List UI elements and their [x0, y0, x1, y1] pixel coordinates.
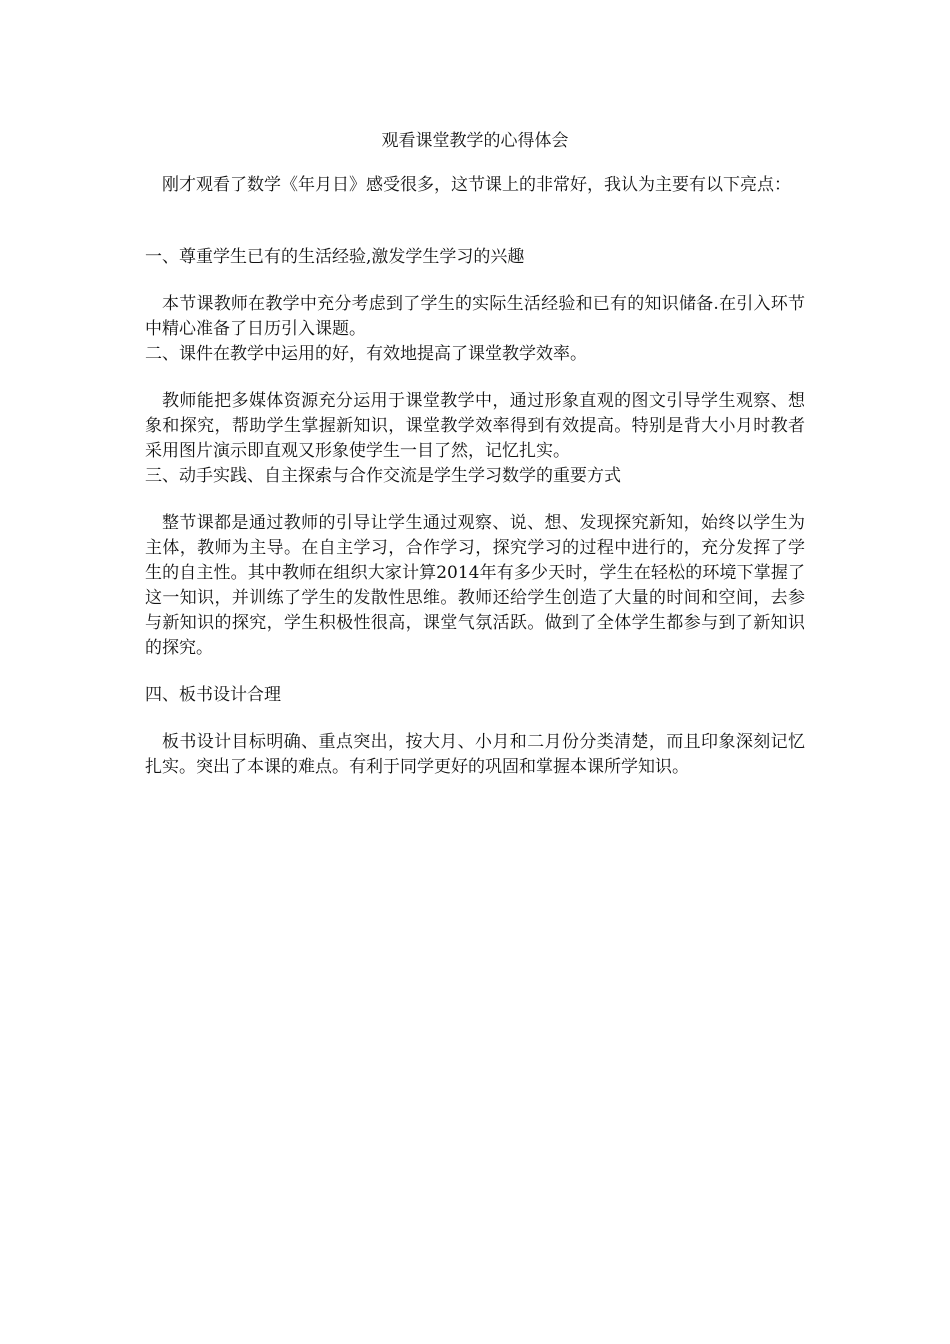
section-1-heading: 一、尊重学生已有的生活经验,激发学生学习的兴趣	[145, 247, 525, 267]
section-2-paragraph: 教师能把多媒体资源充分运用于课堂教学中，通过形象直观的图文引导学生观察、想象和探究，帮助学生掌握新知识，课堂教学效率得到有效提高。特别是背大小月时教者采用图片演示即直观又形象使学生一目了然，记忆扎实。	[145, 391, 805, 461]
section-1-paragraph: 本节课教师在教学中充分考虑到了学生的实际生活经验和已有的知识储备.在引入环节中精心准备了日历引入课题。	[145, 294, 805, 339]
section-3-heading: 三、动手实践、自主探索与合作交流是学生学习数学的重要方式	[145, 466, 621, 486]
section-4-heading: 四、板书设计合理	[145, 685, 281, 705]
intro-paragraph: 刚才观看了数学《年月日》感受很多，这节课上的非常好，我认为主要有以下亮点：	[162, 175, 791, 195]
section-3-paragraph: 整节课都是通过教师的引导让学生通过观察、说、想、发现探究新知，始终以学生为主体，教师为主导。在自主学习，合作学习，探究学习的过程中进行的，充分发挥了学生的自主性。其中教师在组织大家计算2014年有多少天时，学生在轻松的环境下掌握了这一知识，并训练了学生的发散性思维。教师还给学生创造了大量的时间和空间，去参与新知识的探究，学生积极性很高，课堂气氛活跃。做到了全体学生都参与到了新知识的探究。	[145, 513, 805, 658]
section-4-paragraph: 板书设计目标明确、重点突出，按大月、小月和二月份分类清楚，而且印象深刻记忆扎实。突出了本课的难点。有利于同学更好的巩固和掌握本课所学知识。	[145, 732, 805, 777]
document-title: 观看课堂教学的心得体会	[381, 131, 569, 151]
section-2-heading: 二、课件在教学中运用的好，有效地提高了课堂教学效率。	[145, 344, 587, 364]
